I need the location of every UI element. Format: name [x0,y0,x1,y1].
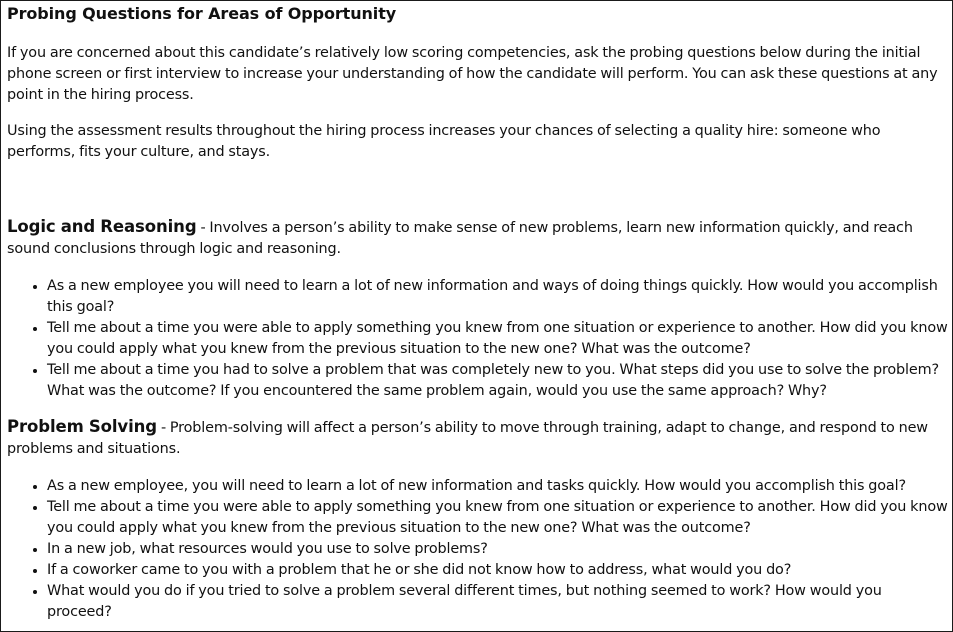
question-item: • As a new employee you will need to learn a lot of new information and ways of doing things quickly. How would you accomplish this goal? [47,276,952,318]
question-item: • In a new job, what resources would you use to solve problems? [47,539,952,560]
section-intro [7,416,952,460]
section-heading: Logic and Reasoning [7,217,197,236]
question-item: • What would you do if you tried to solve a problem several different times, but nothing seemed to work? How would you proceed? [47,581,952,623]
intro-paragraph: If you are concerned about this candidate’s relatively low scoring competencies, ask the probing questions below during the initial phone screen or first interview to increase your understanding of how the candidate will perform. You can ask these questions at any point in the hiring process. [7,45,938,103]
section-intro [7,216,952,260]
section-description: - Involves a person’s ability to make sense of new problems, learn new information quickly, and reach sound conclusions through logic and reasoning. [7,220,913,257]
section-heading: Problem Solving [7,417,158,436]
question-item: • If a coworker came to you with a problem that he or she did not know how to address, what would you do? [47,560,952,581]
question-list [7,276,952,402]
section-description: - Problem-solving will affect a person’s ability to move through training, adapt to change, and respond to new problems and situations. [7,420,928,457]
question-list [7,476,952,623]
question-item: • Tell me about a time you were able to apply something you knew from one situation or experience to another. How did you know you could apply what you knew from the previous situation to the new one? What was the outcome? [47,318,952,360]
page-title: Probing Questions for Areas of Opportunity [7,4,397,23]
question-item: • As a new employee, you will need to learn a lot of new information and tasks quickly. How would you accomplish this goal? [47,476,952,497]
competency-section-logic-and-reasoning [7,216,952,402]
intro-paragraph: Using the assessment results throughout the hiring process increases your chances of selecting a quality hire: someone who performs, fits your culture, and stays. [7,123,881,160]
question-item: • Tell me about a time you had to solve a problem that was completely new to you. What steps did you use to solve the problem? What was the outcome? If you encountered the same problem again, would you use the same approach? Why? [47,360,952,402]
question-item: • Tell me about a time you were able to apply something you knew from one situation or experience to another. How did you know you could apply what you knew from the previous situation to the new one? What was the outcome? [47,497,952,539]
competency-section-problem-solving [7,416,952,623]
